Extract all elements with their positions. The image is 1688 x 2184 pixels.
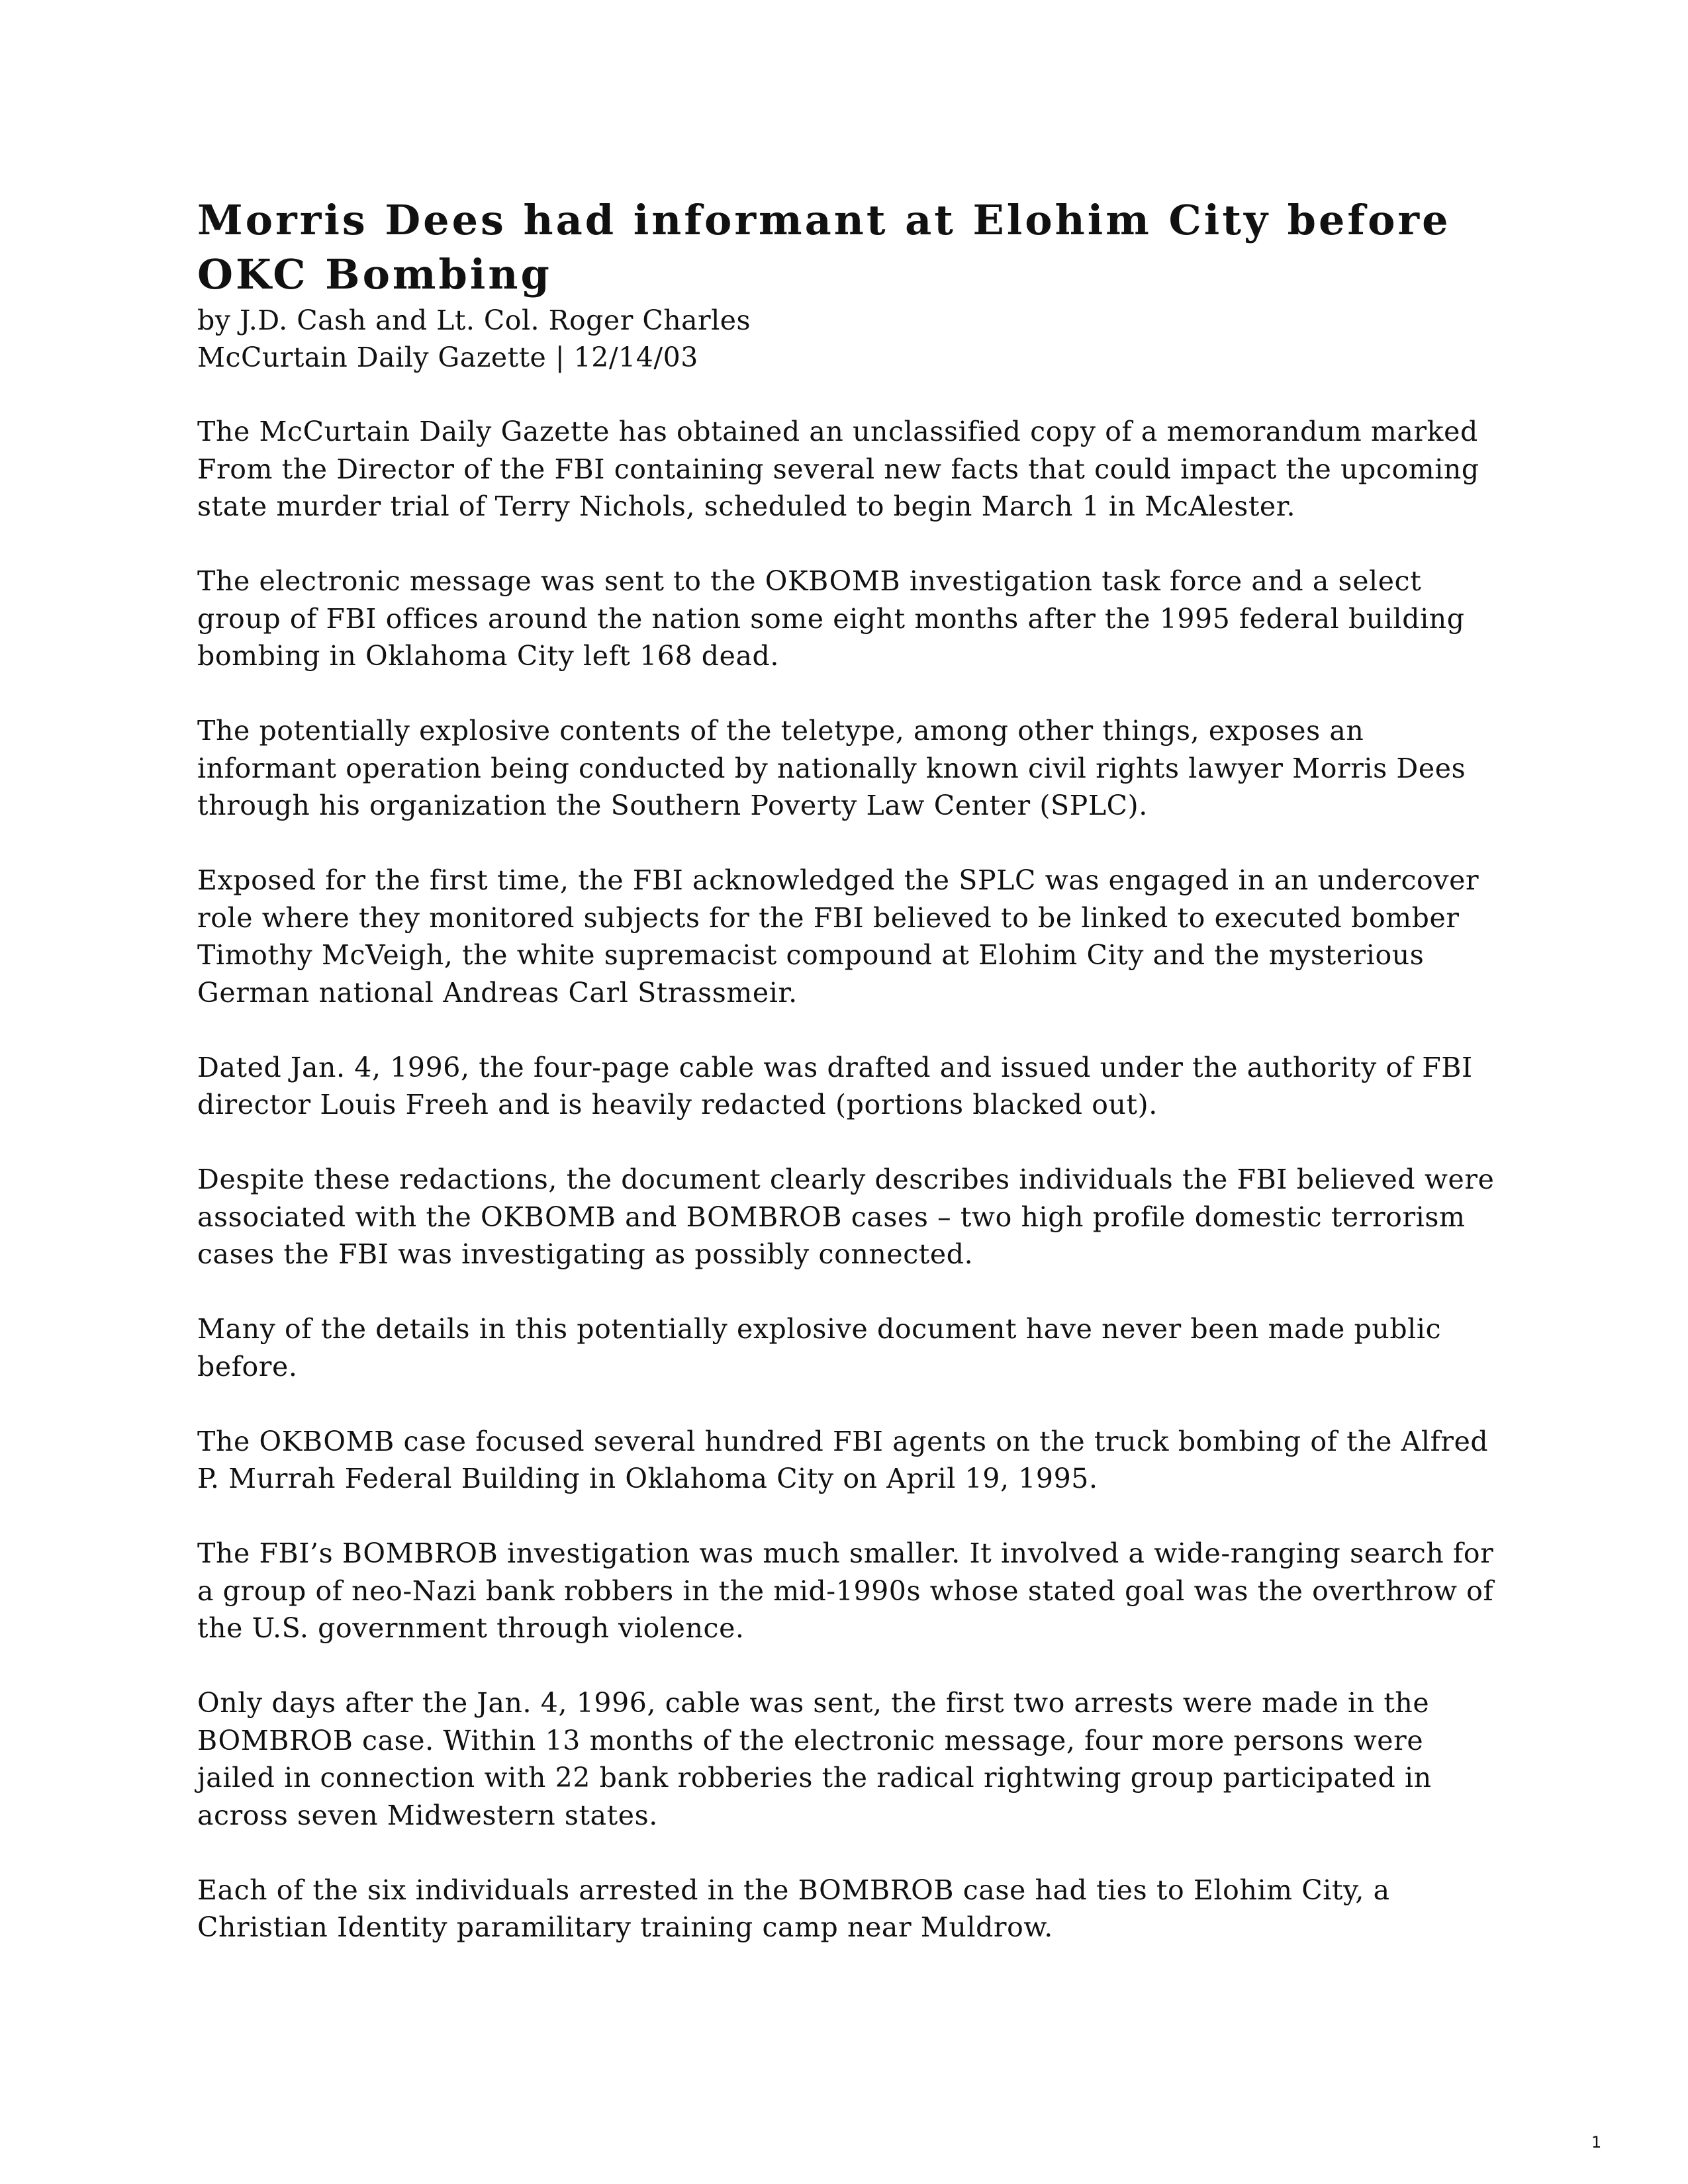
article-byline: by J.D. Cash and Lt. Col. Roger Charles: [197, 304, 751, 336]
article-title: Morris Dees had informant at Elohim City before OKC Bombing: [197, 196, 1451, 298]
paragraph: The electronic message was sent to the OKBOMB investigation task force and a select group of FBI offices around the nation some eight months after the 1995 federal building bombing in Oklahoma City left 168 dead.: [197, 565, 1465, 672]
article-body: [197, 413, 1495, 1946]
paragraph: Despite these redactions, the document clearly describes individuals the FBI believed were associated with the OKBOMB and BOMBROB cases – two high profile domestic terrorism cases the FBI was investigating as possibly connected.: [197, 1163, 1495, 1270]
paragraph: The potentially explosive contents of the teletype, among other things, exposes an informant operation being conducted by nationally known civil rights lawyer Morris Dees through his organization the Southern Poverty Law Center (SPLC).: [197, 715, 1466, 821]
page-number: 1: [1591, 2133, 1602, 2152]
paragraph: Exposed for the first time, the FBI acknowledged the SPLC was engaged in an undercover role where they monitored subjects for the FBI believed to be linked to executed bomber Timothy McVeigh, the white supremacist compound at Elohim City and the mysterious German national Andreas Carl Strassmeir.: [197, 864, 1479, 1009]
paragraph: Each of the six individuals arrested in the BOMBROB case had ties to Elohim City, a Christian Identity paramilitary training camp near Muldrow.: [197, 1874, 1390, 1943]
paragraph: The OKBOMB case focused several hundred FBI agents on the truck bombing of the Alfred P. Murrah Federal Building in Oklahoma City on April 19, 1995.: [197, 1425, 1489, 1494]
paragraph: Only days after the Jan. 4, 1996, cable was sent, the first two arrests were made in the BOMBROB case. Within 13 months of the electronic message, four more persons were jailed in connection with 22 bank robberies the radical rightwing group participated in across seven Midwestern states.: [197, 1687, 1432, 1831]
paragraph: The FBI’s BOMBROB investigation was much smaller. It involved a wide-ranging search for a group of neo-Nazi bank robbers in the mid-1990s whose stated goal was the overthrow of the U.S. government through violence.: [197, 1537, 1494, 1644]
paragraph: The McCurtain Daily Gazette has obtained an unclassified copy of a memorandum marked From the Director of the FBI containing several new facts that could impact the upcoming state murder trial of Terry Nichols, scheduled to begin March 1 in McAlester.: [197, 416, 1479, 522]
paragraph: Dated Jan. 4, 1996, the four-page cable was drafted and issued under the authority of FBI director Louis Freeh and is heavily redacted (portions blacked out).: [197, 1051, 1473, 1120]
paragraph: Many of the details in this potentially explosive document have never been made public before.: [197, 1313, 1442, 1383]
article-source: McCurtain Daily Gazette | 12/14/03: [197, 341, 698, 373]
article: [197, 193, 1495, 1983]
